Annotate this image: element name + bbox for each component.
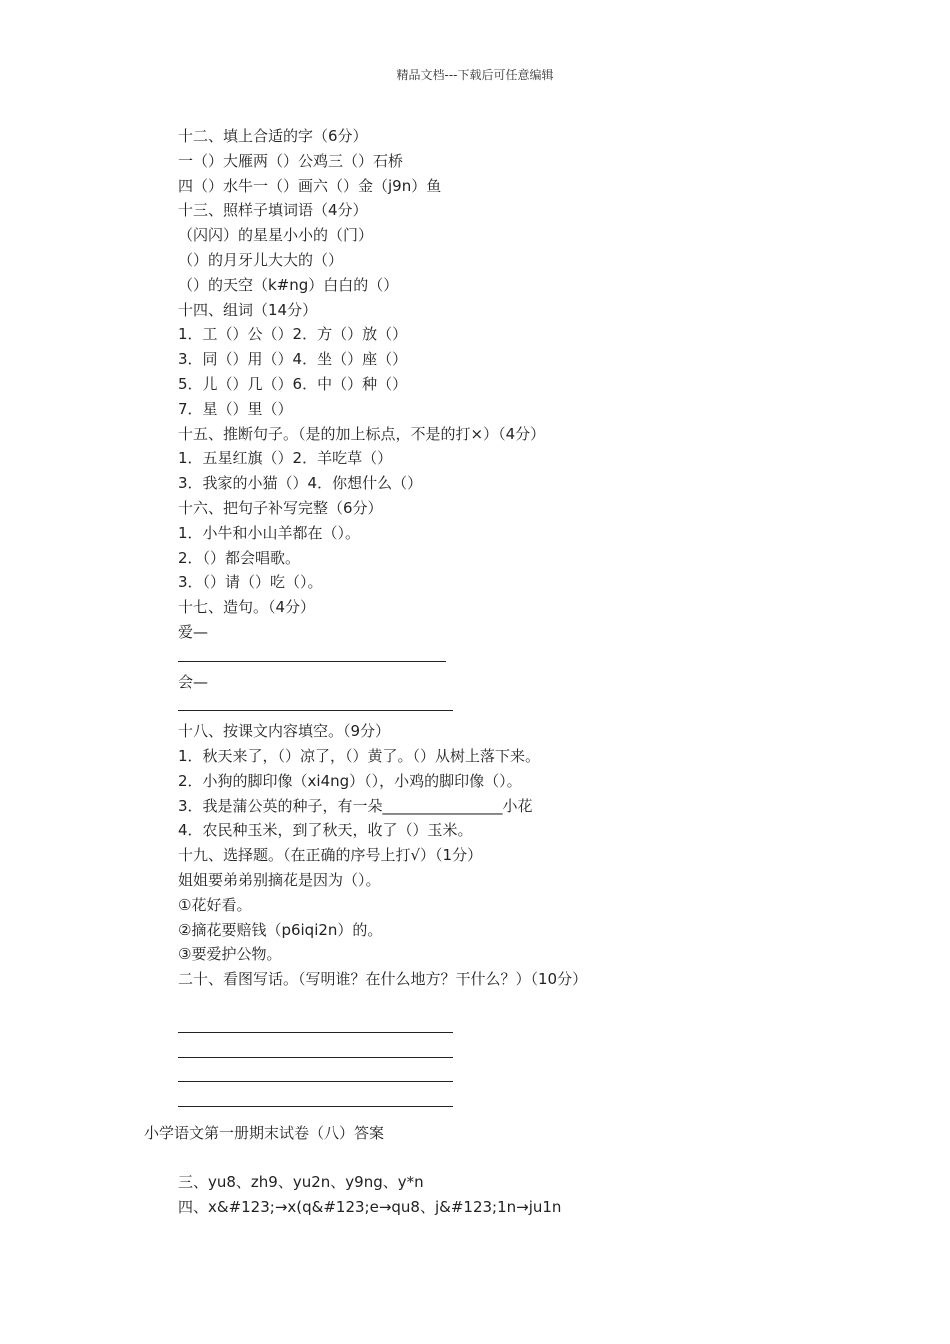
- text-line: 爱—: [178, 622, 209, 641]
- answer-blank-line: [178, 1090, 798, 1115]
- answer-key-title: 小学语文第一册期末试卷（八）答案: [144, 1124, 385, 1142]
- text-line: 1．五星红旗（）2．羊吃草（）: [178, 449, 393, 468]
- text-line: 7．星（）里（）: [178, 399, 293, 418]
- blank-underline: [178, 1018, 453, 1033]
- text-line: 2．小狗的脚印像（xi4ng）（），小鸡的脚印像（）。: [178, 771, 522, 790]
- text-line: （）的天空（k#ng）白白的（）: [178, 275, 399, 294]
- answer-key: [178, 1170, 561, 1220]
- spacer: [178, 992, 798, 1016]
- answer-line: 四、x&#123;→x(q&#123;e→qu8、j&#123;1n→ju1n: [178, 1197, 562, 1216]
- text-line: 3．我家的小猫（）4．你想什么（）: [178, 474, 423, 493]
- text-line: 会—: [178, 672, 209, 691]
- text-line: 姐姐要弟弟别摘花是因为（）。: [178, 870, 381, 889]
- section-15-title: 十五、推断句子。（是的加上标点，不是的打×）（4分）: [178, 424, 546, 443]
- text-line: ②摘花要赔钱（p6iqi2n）的。: [178, 920, 383, 939]
- text-line: 1．工（）公（）2．方（）放（）: [178, 325, 408, 344]
- blank-underline: [178, 1043, 453, 1058]
- section-12-title: 十二、填上合适的字（6分）: [178, 127, 368, 145]
- section-14-title: 十四、组词（14分）: [178, 300, 318, 319]
- text-line: 3．（）请（）吃（）。: [178, 573, 323, 592]
- exam-content: [178, 124, 798, 1115]
- text-line: 5．儿（）几（）6．中（）种（）: [178, 374, 408, 393]
- blank-underline: [178, 647, 446, 662]
- page-header: 精品文档---下载后可任意编辑: [396, 68, 554, 82]
- section-19-title: 十九、选择题。（在正确的序号上打√）（1分）: [178, 846, 483, 865]
- answer-line: 三、yu8、zh9、yu2n、y9ng、y*n: [178, 1173, 424, 1191]
- text-line: （闪闪）的星星小小的（门）: [178, 226, 374, 245]
- text-line: 四（）水牛一（）画六（）金（j9n）鱼: [178, 176, 442, 195]
- text-line: 3．我是蒲公英的种子，有一朵________________小花: [178, 796, 533, 815]
- answer-blank-line: [178, 1016, 798, 1041]
- text-line: 1．小牛和小山羊都在（）。: [178, 523, 361, 542]
- text-line: （）的月牙儿大大的（）: [178, 250, 344, 269]
- section-17-title: 十七、造句。（4分）: [178, 598, 316, 617]
- answer-blank-line: [178, 694, 798, 719]
- section-16-title: 十六、把句子补写完整（6分）: [178, 498, 383, 517]
- text-line: 3．同（）用（）4．坐（）座（）: [178, 350, 408, 369]
- answer-blank-line: [178, 1041, 798, 1066]
- section-13-title: 十三、照样子填词语（4分）: [178, 201, 368, 220]
- text-line: 4．农民种玉米，到了秋天，收了（）玉米。: [178, 821, 473, 840]
- text-line: 2．（）都会唱歌。: [178, 548, 301, 567]
- section-18-title: 十八、按课文内容填空。（9分）: [178, 722, 391, 741]
- text-line: ③要爱护公物。: [178, 945, 282, 964]
- text-line: 一（）大雁两（）公鸡三（）石桥: [178, 151, 404, 170]
- blank-underline: [178, 696, 453, 711]
- answer-blank-line: [178, 1065, 798, 1090]
- text-line: ①花好看。: [178, 895, 252, 914]
- blank-underline: [178, 1067, 453, 1082]
- answer-blank-line: [178, 645, 798, 670]
- section-20-title: 二十、看图写话。（写明谁？在什么地方？干什么？）（10分）: [178, 970, 588, 989]
- text-line: 1．秋天来了，（）凉了，（）黄了。（）从树上落下来。: [178, 746, 541, 765]
- blank-underline: [178, 1092, 453, 1107]
